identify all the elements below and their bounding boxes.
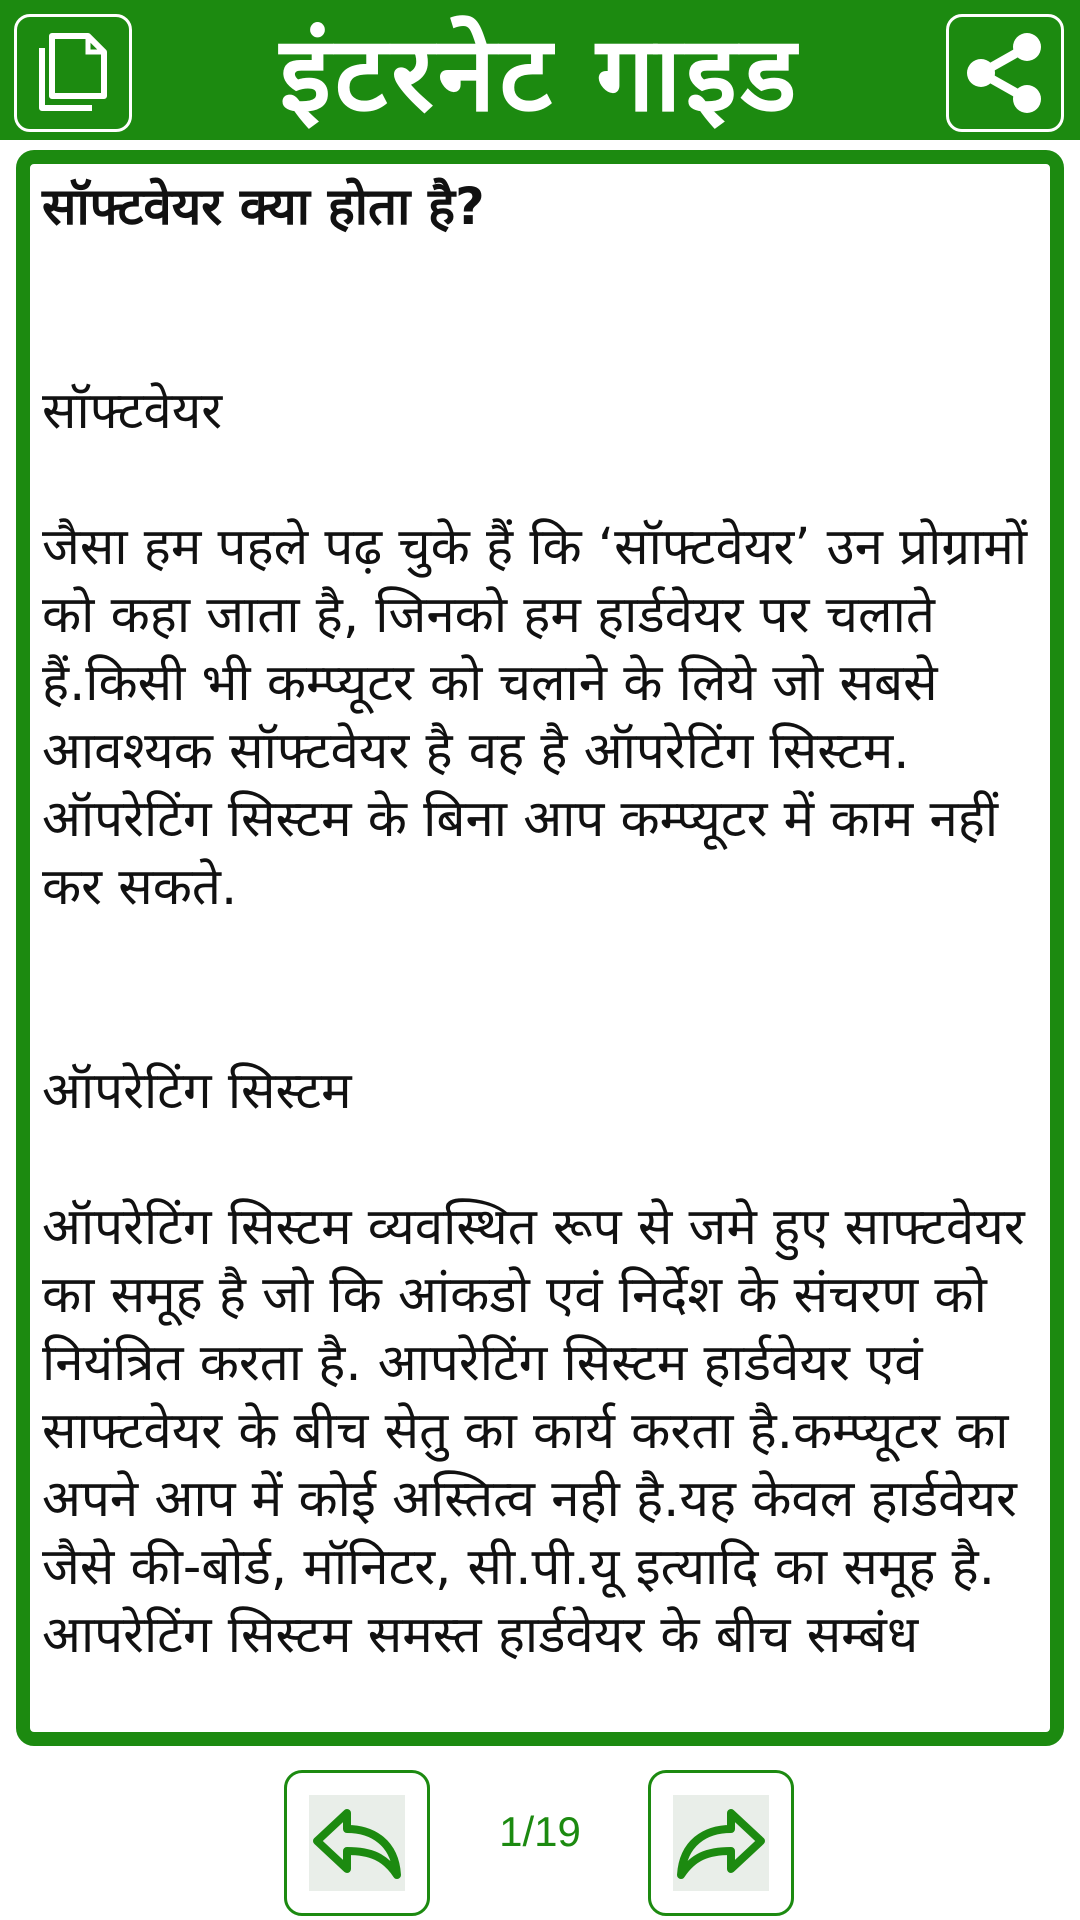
share-button[interactable] (946, 14, 1064, 132)
copy-icon (30, 30, 116, 116)
copy-button[interactable] (14, 14, 132, 132)
next-icon-container (673, 1795, 769, 1891)
app-header (0, 0, 1080, 140)
article-frame[interactable] (16, 150, 1064, 1746)
article-body: सॉफ्टवेयर जैसा हम पहले पढ़ चुके हैं कि ‘सॉफ्टवेयर’ उन प्रोग्रामों को कहा जाता है, जिनको हम हार्डवेयर पर चलाते हैं.किसी भी कम्प्यूटर को चलाने के लिये जो सबसे आवश्यक सॉफ्टवेयर है वह है ऑपरेटिंग सिस्टम. ऑपरेटिंग सिस्टम के बिना आप कम्प्यूटर में काम नहीं कर सकते. ऑपरेटिंग सिस्टम ऑपरेटिंग सिस्टम व्यवस्थित रूप से जमे हुए साफ्टवेयर का समूह है जो कि आंकडो एवं निर्देश के संचरण को नियंत्रित करता है. आपरेटिंग सिस्टम हार्डवेयर एवं साफ्टवेयर के बीच सेतु का कार्य करता है.कम्प्यूटर का अपने आप में कोई अस्तित्व नही है.यह केवल हार्डवेयर जैसे की-बोर्ड, मॉनिटर, सी.पी.यू इत्यादि का समूह है. आपरेटिंग सिस्टम समस्त हार्डवेयर के बीच सम्बंध (42, 382, 1028, 1665)
forward-arrow-icon (675, 1803, 767, 1883)
pagination-bar (0, 1760, 1080, 1920)
next-page-button[interactable] (648, 1770, 794, 1916)
page-indicator: 1/19 (499, 1808, 581, 1855)
previous-page-button[interactable] (284, 1770, 430, 1916)
back-arrow-icon (311, 1803, 403, 1883)
article-title: सॉफ्टवेयर क्या होता है? (42, 178, 485, 237)
app-title: इंटरनेट गाइड (279, 12, 801, 135)
previous-icon-container (309, 1795, 405, 1891)
share-icon (959, 27, 1051, 119)
